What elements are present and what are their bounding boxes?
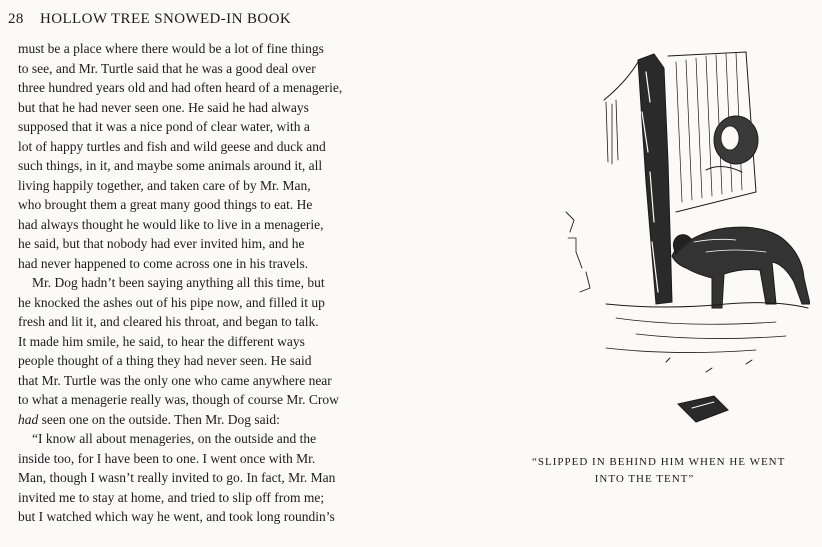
caption-line: “SLIPPED IN BEHIND HIM WHEN HE WENT xyxy=(532,456,786,468)
book-title: HOLLOW TREE SNOWED-IN BOOK xyxy=(40,11,292,27)
text-line: fresh and lit it, and cleared his throat, and began to talk. xyxy=(18,314,319,329)
text-line: three hundred years old and had often heard of a menagerie, xyxy=(18,80,343,95)
right-page xyxy=(458,0,822,547)
dog-tent-illustration xyxy=(546,42,810,448)
text-line: who brought them a great many good things to eat. He xyxy=(18,197,313,212)
text-line: inside too, for I have been to one. I went once with Mr. xyxy=(18,450,316,466)
text-line: he said, but that nobody had ever invited him, and he xyxy=(18,236,305,251)
running-header xyxy=(8,11,291,28)
text-line: but I watched which way he went, and took long roundin’s xyxy=(18,509,335,524)
text-line: such things, in it, and maybe some animals around it, all xyxy=(18,158,323,173)
text-line: but that he had never seen one. He said he had always xyxy=(18,99,309,115)
text-line: to see, and Mr. Turtle said that he was a good deal over xyxy=(18,60,316,76)
text-line: to what a menagerie really was, though of course Mr. Crow xyxy=(18,392,339,407)
text-line xyxy=(18,410,378,430)
italic-word: had xyxy=(18,411,39,427)
text-line: supposed that it was a nice pond of clear water, with a xyxy=(18,119,310,134)
text-line: that Mr. Turtle was the only one who came anywhere near xyxy=(18,372,332,388)
page-body-text xyxy=(18,39,378,527)
text-line: Man, though I wasn’t really invited to go. In fact, Mr. Man xyxy=(18,470,336,485)
caption-line: INTO THE TENT” xyxy=(594,473,695,485)
text-line: invited me to stay at home, and tried to slip off from me; xyxy=(18,489,325,505)
text-line: people thought of a thing they had never seen. He said xyxy=(18,353,312,368)
text-line: had never happened to come across one in his travels. xyxy=(18,255,309,271)
text-line: lot of happy turtles and fish and wild geese and duck and xyxy=(18,138,326,154)
text-line: he knocked the ashes out of his pipe now, and filled it up xyxy=(18,294,325,310)
text-line: Mr. Dog hadn’t been saying anything all this time, but xyxy=(32,275,325,290)
text-line: must be a place where there would be a lot of fine things xyxy=(18,41,324,56)
text-line: living happily together, and taken care of by Mr. Man, xyxy=(18,177,311,193)
text-line: It made him smile, he said, to hear the different ways xyxy=(18,333,305,349)
text-line-rest: seen one on the outside. Then Mr. Dog said: xyxy=(41,411,280,427)
text-line: “I know all about menageries, on the outside and the xyxy=(32,431,317,446)
illustration-caption xyxy=(532,454,786,488)
page-number: 28 xyxy=(8,11,24,27)
text-line: had always thought he would like to live in a menagerie, xyxy=(18,216,324,232)
